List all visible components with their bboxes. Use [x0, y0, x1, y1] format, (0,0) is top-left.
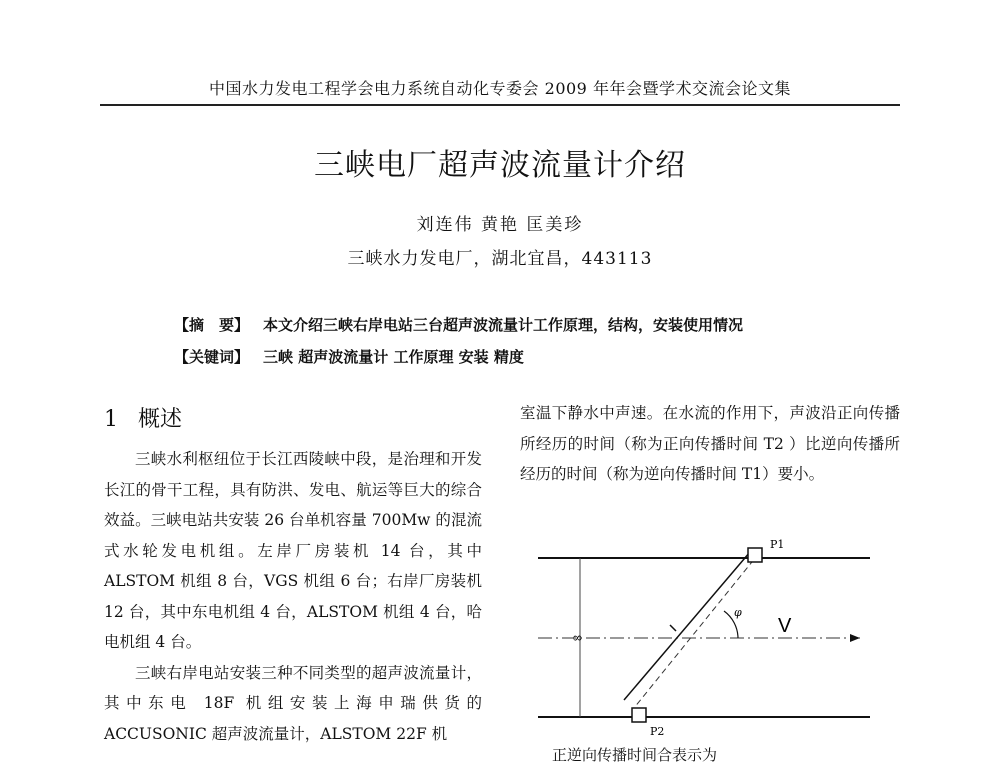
left-column [104, 444, 482, 749]
formula-caption: 正逆向传播时间合表示为 [552, 746, 718, 764]
keywords-text: 三峡 超声波流量计 工作原理 安装 精度 [263, 348, 524, 366]
paper-title: 三峡电厂超声波流量计介绍 [314, 148, 686, 183]
paragraph-2: 三峡右岸电站安装三种不同类型的超声波流量计，其中东电 18F 机组安装上海申瑞供货的 ACCUSONIC 超声波流量计，ALSTOM 22F 机 [104, 663, 482, 743]
keywords-label: 【关键词】 [174, 348, 250, 366]
right-column [520, 398, 900, 490]
abstract [174, 314, 743, 335]
section-title: 概述 [138, 407, 183, 432]
flow-arrowhead [850, 634, 860, 642]
transducer-p1 [748, 548, 762, 562]
acoustic-path-dashed [634, 552, 760, 708]
authors: 刘连伟 黄艳 匡美珍 [416, 215, 584, 235]
proceedings-header: 中国水力发电工程学会电力系统自动化专委会 2009 年年会暨学术交流会论文集 [209, 79, 791, 98]
section-heading [104, 402, 182, 433]
transducer-p2 [632, 708, 646, 722]
label-v: V [778, 615, 792, 637]
abstract-label: 【摘 要】 [174, 316, 250, 334]
flowmeter-diagram [520, 530, 900, 745]
keywords [174, 346, 524, 367]
abstract-text: 本文介绍三峡右岸电站三台超声波流量计工作原理，结构，安装使用情况 [263, 316, 744, 334]
right-paragraph: 室温下静水中声速。在水流的作用下，声波沿正向传播所经历的时间（称为正向传播时间 T2 ）比逆向传播所经历的时间（称为逆向传播时间 T1）要小。 [520, 404, 900, 483]
center-mark: ∞ [572, 631, 583, 646]
label-p2: P2 [650, 725, 665, 738]
section-number: 1 [104, 407, 118, 432]
path-tick [670, 625, 676, 631]
affiliation: 三峡水力发电厂，湖北宜昌，443113 [347, 249, 653, 269]
header-rule [100, 104, 900, 106]
paragraph-1: 三峡水利枢纽位于长江西陵峡中段，是治理和开发长江的骨干工程，具有防洪、发电、航运等巨大的综合效益。三峡电站共安装 26 台单机容量 700Mw 的混流式水轮发电机组。左岸厂房装机 14 台，其中 ALSTOM 机组 8 台，VGS 机组 6 台；右岸厂房装机 12 台，其中东电机组 4 台，ALSTOM 机组 4 台，哈电机组 4 台。 [104, 450, 482, 651]
label-angle: φ [734, 606, 742, 619]
label-p1: P1 [770, 538, 785, 551]
acoustic-path [624, 552, 750, 700]
